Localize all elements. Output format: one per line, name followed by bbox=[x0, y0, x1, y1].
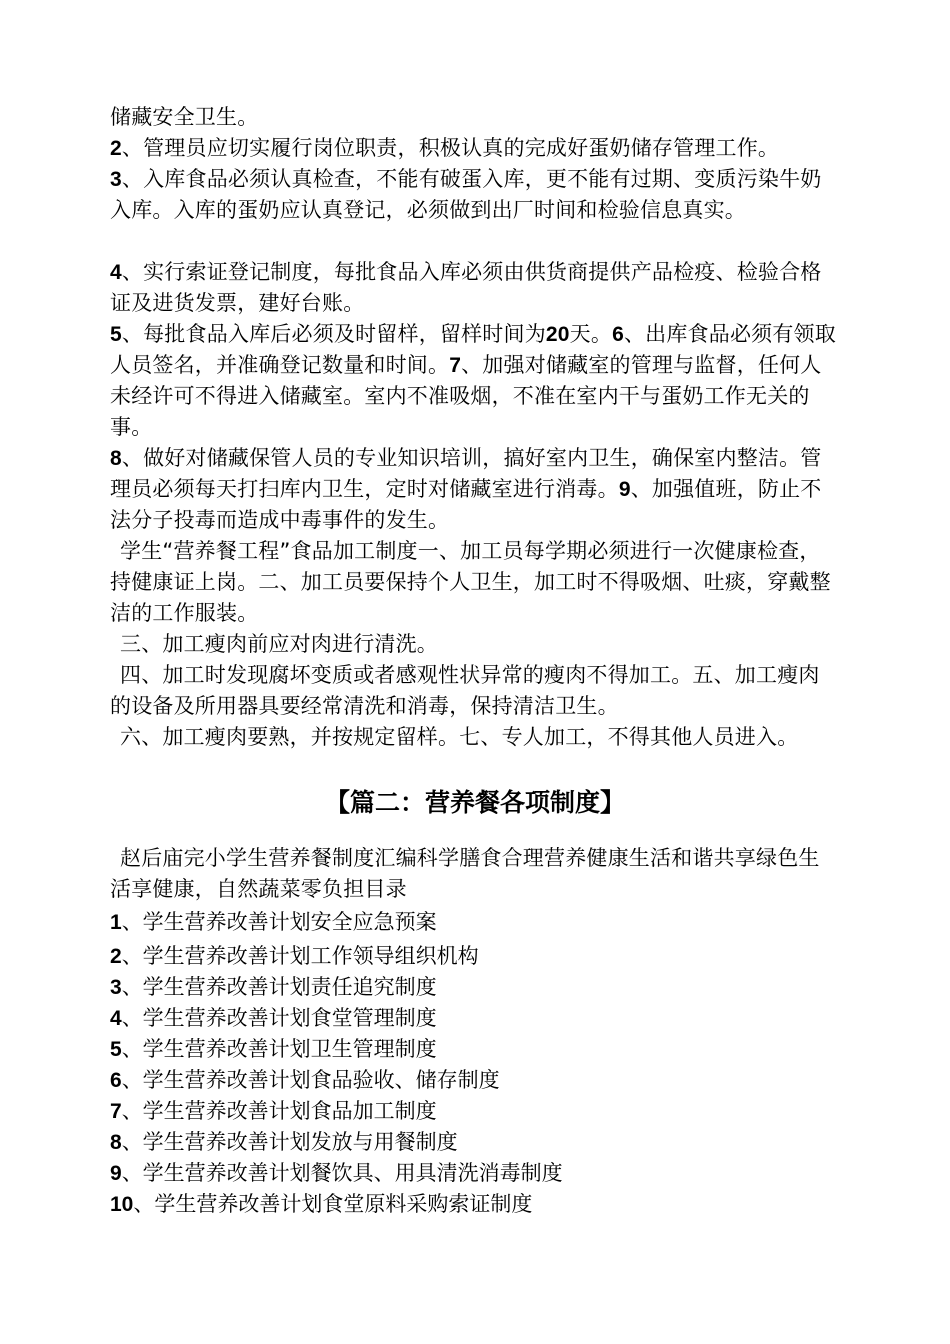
list-item-text: 、学生营养改善计划食堂原料采购索证制度 bbox=[133, 1192, 533, 1216]
paragraph-item-2 bbox=[110, 133, 870, 164]
list-item bbox=[110, 1189, 532, 1220]
item-number: 6 bbox=[110, 1069, 122, 1092]
item-number: 1 bbox=[110, 911, 122, 934]
list-item bbox=[110, 1127, 458, 1158]
paragraph-text: 储藏安全卫生。 bbox=[110, 105, 259, 129]
paragraph-text: 四、加工时发现腐坏变质或者感观性状异常的瘦肉不得加工。五、加工瘦肉的设备及所用器具要经常清洗和消毒，保持清洁卫生。 bbox=[110, 663, 820, 718]
item-number: 4 bbox=[110, 261, 122, 284]
item-number: 5 bbox=[110, 323, 122, 346]
item-number: 9 bbox=[618, 478, 631, 501]
list-item bbox=[110, 1065, 500, 1096]
item-number: 5 bbox=[110, 1038, 122, 1061]
paragraph-text: 三、加工瘦肉前应对肉进行清洗。 bbox=[120, 632, 438, 656]
paragraph-text: 六、加工瘦肉要熟，并按规定留样。七、专人加工，不得其他人员进入。 bbox=[120, 725, 799, 749]
item-number: 6 bbox=[612, 323, 624, 346]
list-item bbox=[110, 1034, 437, 1065]
item-number: 8 bbox=[110, 447, 122, 470]
item-number: 2 bbox=[110, 945, 122, 968]
section-heading: 【篇二：营养餐各项制度】 bbox=[324, 788, 625, 817]
list-item-text: 、学生营养改善计划食堂管理制度 bbox=[121, 1006, 437, 1030]
paragraph-text: 、加强值班，防止不法分子投毒而造成中毒事件的发生。 bbox=[110, 477, 822, 532]
paragraph-contents-intro bbox=[110, 843, 840, 905]
paragraph-item-8-9 bbox=[110, 443, 840, 536]
paragraph-text: 赵后庙完小学生营养餐制度汇编科学膳食合理营养健康生活和谐共享绿色生活享健康，自然蔬菜零负担目录 bbox=[110, 846, 820, 901]
paragraph-intro bbox=[110, 102, 840, 133]
item-number: 3 bbox=[110, 976, 122, 999]
paragraph-text: 学生“营养餐工程”食品加工制度一、加工员每学期必须进行一次健康检查，持健康证上岗。二、加工员要保持个人卫生，加工时不得吸烟、吐痰，穿戴整洁的工作服装。 bbox=[110, 539, 831, 625]
paragraph-rule-three bbox=[110, 629, 840, 660]
list-item bbox=[110, 972, 437, 1003]
paragraph-text: 、管理员应切实履行岗位职责，积极认真的完成好蛋奶储存管理工作。 bbox=[121, 136, 780, 160]
paragraph-text: 、实行索证登记制度，每批食品入库必须由供货商提供产品检疫、检验合格证及进货发票，建好台账。 bbox=[110, 260, 822, 315]
item-number: 9 bbox=[110, 1162, 122, 1185]
list-item-text: 、学生营养改善计划卫生管理制度 bbox=[121, 1037, 437, 1061]
paragraph-item-5-7 bbox=[110, 319, 840, 443]
paragraph-text: 、加强对储藏室的管理与监督，任何人未经许可不得进入储藏室。室内不准吸烟，不准在室内干与蛋奶工作无关的事。 bbox=[110, 353, 822, 439]
paragraph-text: 、做好对储藏保管人员的专业知识培训，搞好室内卫生，确保室内整洁。管理员必须每天打扫库内卫生，定时对储藏室进行消毒。 bbox=[110, 446, 822, 501]
item-number: 10 bbox=[110, 1193, 134, 1216]
item-number: 4 bbox=[110, 1007, 122, 1030]
paragraph-text: 、入库食品必须认真检查，不能有破蛋入库，更不能有过期、变质污染牛奶入库。入库的蛋奶应认真登记，必须做到出厂时间和检验信息真实。 bbox=[110, 167, 822, 222]
paragraph-rule-four bbox=[110, 660, 840, 722]
paragraph-processing bbox=[110, 536, 840, 629]
list-item-text: 、学生营养改善计划发放与用餐制度 bbox=[121, 1130, 458, 1154]
paragraph-text: 天。 bbox=[569, 322, 613, 346]
paragraph-item-4 bbox=[110, 257, 840, 319]
paragraph-text: 、出库食品必须有领取人员签名，并准确登记数量和时间。 bbox=[110, 322, 836, 377]
paragraph-rule-six bbox=[110, 722, 840, 753]
list-item-text: 、学生营养改善计划食品验收、储存制度 bbox=[121, 1068, 500, 1092]
paragraph-text: 、每批食品入库后必须及时留样，留样时间为 bbox=[121, 322, 546, 346]
item-number: 7 bbox=[449, 354, 462, 377]
list-item bbox=[110, 907, 437, 938]
paragraph-item-3 bbox=[110, 164, 840, 226]
list-item-text: 、学生营养改善计划安全应急预案 bbox=[121, 910, 437, 934]
list-item-text: 、学生营养改善计划餐饮具、用具清洗消毒制度 bbox=[121, 1161, 563, 1185]
list-item bbox=[110, 941, 479, 972]
list-item-text: 、学生营养改善计划工作领导组织机构 bbox=[121, 944, 479, 968]
item-number: 8 bbox=[110, 1131, 122, 1154]
list-item bbox=[110, 1003, 437, 1034]
list-item bbox=[110, 1158, 563, 1189]
item-number: 2 bbox=[110, 137, 122, 160]
list-item bbox=[110, 1096, 437, 1127]
item-number: 3 bbox=[110, 168, 122, 191]
list-item-text: 、学生营养改善计划责任追究制度 bbox=[121, 975, 437, 999]
item-number: 7 bbox=[110, 1100, 122, 1123]
list-item-text: 、学生营养改善计划食品加工制度 bbox=[121, 1099, 437, 1123]
retention-days: 20 bbox=[545, 323, 570, 346]
